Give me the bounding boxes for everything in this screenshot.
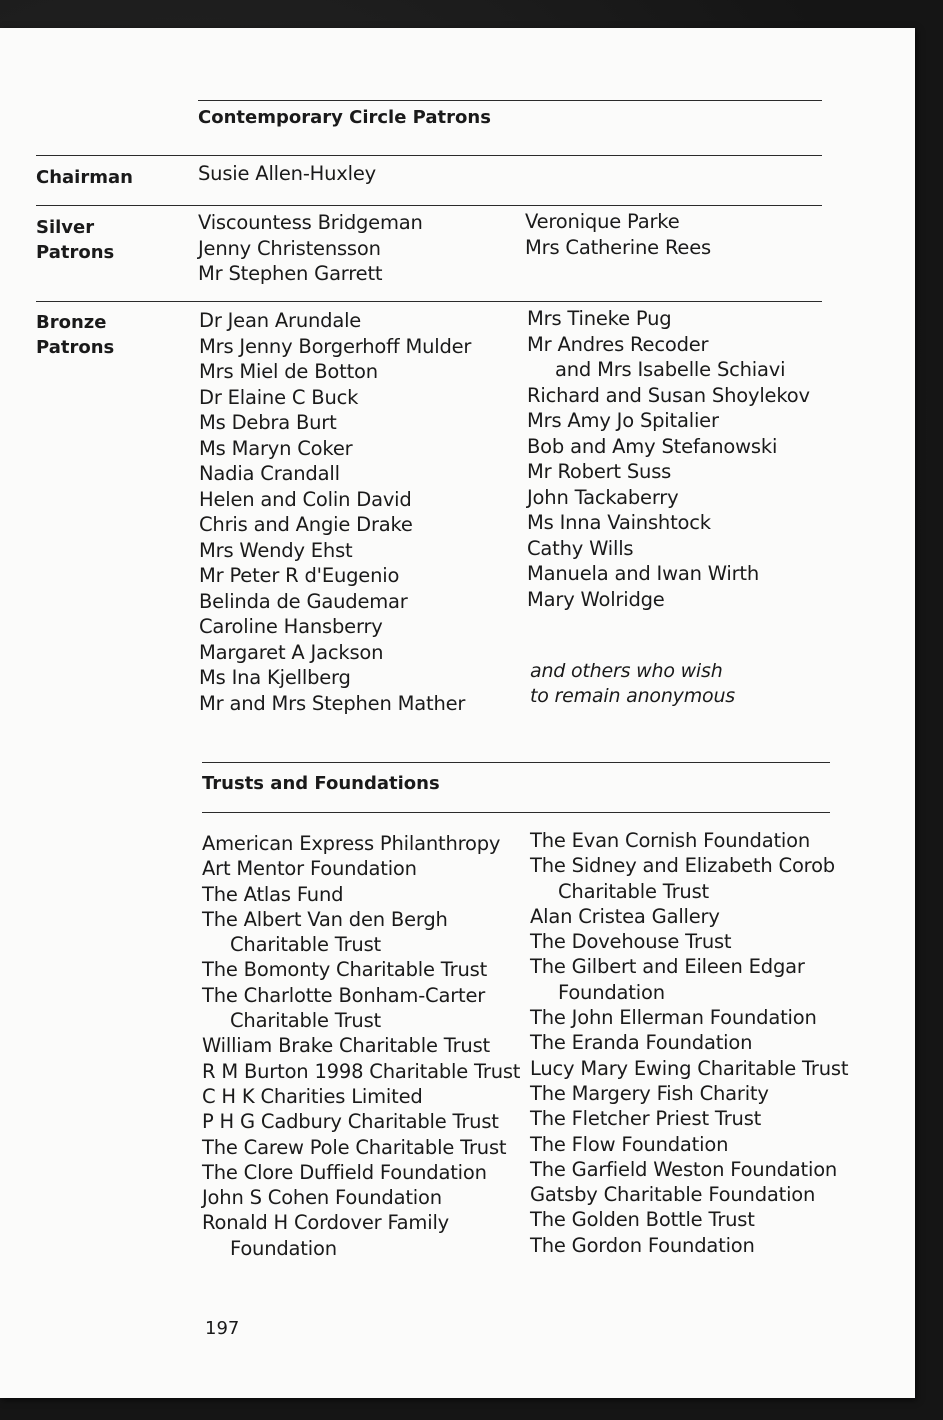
list-item: The John Ellerman Foundation (530, 1006, 817, 1030)
list-item: Cathy Wills (527, 536, 634, 560)
list-item: The Evan Cornish Foundation (530, 829, 810, 852)
trusts-top-rule (202, 762, 830, 763)
page-number: 197 (205, 1318, 240, 1339)
silver-rule (36, 301, 822, 302)
list-item: Chris and Angie Drake (199, 513, 413, 536)
list-item: Charitable Trust (230, 1009, 381, 1033)
silver-label: Silver Patrons (36, 217, 115, 263)
list-item: Helen and Colin David (199, 487, 412, 511)
list-item: Mrs Amy Jo Spitalier (527, 409, 719, 432)
list-item: Mr Stephen Garrett (198, 262, 383, 285)
silver-list-col1 (198, 210, 423, 287)
list-item: The Clore Duffield Foundation (202, 1160, 487, 1184)
list-item: Nadia Crandall (199, 462, 340, 485)
list-item: Bob and Amy Stefanowski (527, 434, 778, 458)
anonymous-note-line1: and others who wish (530, 660, 723, 682)
list-item: Gatsby Charitable Foundation (530, 1183, 816, 1207)
list-item: P H G Cadbury Charitable Trust (202, 1110, 499, 1134)
list-item: Lucy Mary Ewing Charitable Trust (530, 1056, 849, 1080)
list-item: Foundation (230, 1236, 337, 1260)
list-item: and Mrs Isabelle Schiavi (555, 358, 786, 381)
list-item: The Flow Foundation (530, 1132, 729, 1156)
list-item: The Fletcher Priest Trust (530, 1107, 762, 1131)
list-item: The Gordon Foundation (530, 1233, 755, 1257)
bronze-list-col1 (199, 308, 471, 716)
list-item: R M Burton 1998 Charitable Trust (202, 1059, 521, 1083)
list-item: Margaret A Jackson (199, 640, 384, 664)
list-item: Dr Jean Arundale (199, 309, 362, 332)
list-item: Ms Ina Kjellberg (199, 666, 351, 689)
list-item: Mrs Tineke Pug (527, 307, 672, 330)
list-item: Manuela and Iwan Wirth (527, 562, 760, 585)
list-item: Belinda de Gaudemar (199, 589, 408, 613)
list-item: Alan Cristea Gallery (530, 904, 720, 928)
trusts-list-col1 (202, 831, 520, 1261)
list-item: John Tackaberry (527, 485, 679, 509)
section-heading-trusts: Trusts and Foundations (202, 773, 440, 794)
list-item: Mrs Jenny Borgerhoff Mulder (199, 334, 472, 358)
list-item: The Garfield Weston Foundation (530, 1157, 838, 1181)
list-item: The Bomonty Charitable Trust (202, 958, 488, 982)
chairman-label: Chairman (36, 167, 133, 188)
list-item: Mr Robert Suss (527, 460, 672, 483)
list-item: The Dovehouse Trust (530, 930, 732, 954)
list-item: Dr Elaine C Buck (199, 385, 359, 409)
document-page (0, 28, 915, 1398)
list-item: Mrs Wendy Ehst (199, 538, 353, 562)
list-item: Foundation (558, 980, 665, 1004)
list-item: Mr and Mrs Stephen Mather (199, 691, 466, 715)
list-item: Viscountess Bridgeman (198, 211, 423, 234)
list-item: Jenny Christensson (198, 236, 381, 260)
list-item: Ronald H Cordover Family (202, 1211, 449, 1235)
chairman-list (198, 161, 376, 187)
list-item: The Golden Bottle Trust (530, 1208, 755, 1232)
list-item: C H K Charities Limited (202, 1084, 423, 1108)
bronze-list-col2 (527, 306, 810, 612)
list-item: The Charlotte Bonham-Carter (202, 983, 486, 1007)
list-item: Charitable Trust (558, 879, 709, 903)
list-item: Susie Allen-Huxley (198, 162, 376, 185)
bronze-label: Bronze Patrons (36, 312, 115, 358)
trusts-rule (202, 812, 830, 813)
list-item: American Express Philanthropy (202, 832, 501, 855)
list-item: The Sidney and Elizabeth Corob (530, 854, 835, 878)
list-item: Mary Wolridge (527, 587, 665, 611)
list-item: The Gilbert and Eileen Edgar (530, 955, 805, 979)
list-item: The Albert Van den Bergh (202, 907, 448, 931)
list-item: Mrs Catherine Rees (525, 235, 711, 259)
list-item: Charitable Trust (230, 933, 381, 957)
list-item: The Eranda Foundation (530, 1031, 753, 1055)
list-item: Ms Debra Burt (199, 411, 337, 434)
top-rule (198, 100, 822, 101)
list-item: John S Cohen Foundation (202, 1186, 442, 1210)
section-heading-contemporary: Contemporary Circle Patrons (198, 107, 491, 128)
list-item: Mr Andres Recoder (527, 332, 709, 356)
list-item: Mr Peter R d'Eugenio (199, 564, 400, 587)
trusts-list-col2 (530, 828, 848, 1258)
list-item: Mrs Miel de Botton (199, 360, 378, 383)
list-item: Caroline Hansberry (199, 615, 383, 638)
list-item: Ms Maryn Coker (199, 436, 353, 460)
chairman-rule (36, 205, 822, 206)
list-item: Ms Inna Vainshtock (527, 511, 711, 534)
list-item: William Brake Charitable Trust (202, 1034, 490, 1058)
section-rule (36, 155, 822, 156)
anonymous-note-line2: to remain anonymous (530, 685, 735, 707)
list-item: The Carew Pole Charitable Trust (202, 1135, 507, 1159)
list-item: The Margery Fish Charity (530, 1081, 769, 1105)
list-item: Richard and Susan Shoylekov (527, 383, 810, 407)
list-item: Art Mentor Foundation (202, 857, 417, 881)
silver-list-col2 (525, 209, 711, 260)
list-item: Veronique Parke (525, 210, 680, 233)
list-item: The Atlas Fund (202, 882, 344, 906)
